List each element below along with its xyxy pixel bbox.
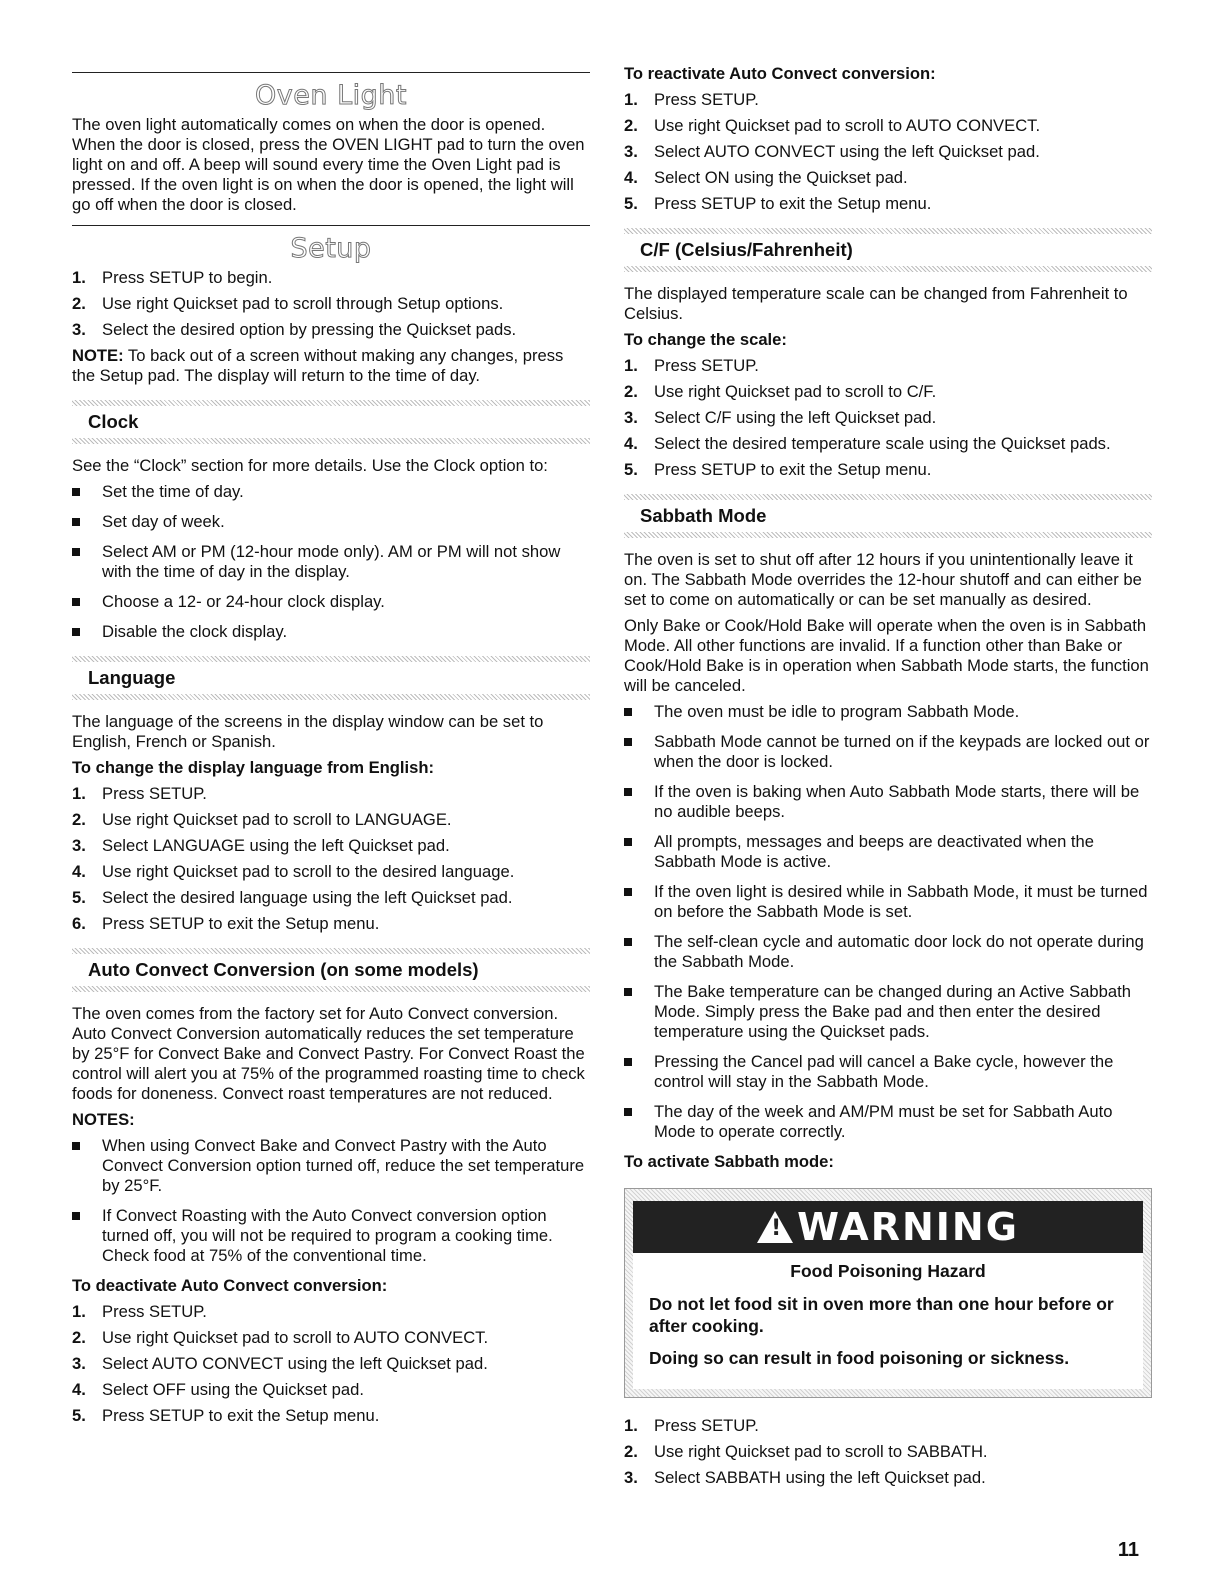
step-text: Use right Quickset pad to scroll to SABBATH. — [654, 1442, 988, 1461]
step-item — [72, 1302, 590, 1322]
step-text: Press SETUP. — [654, 90, 759, 109]
step-item — [624, 116, 1152, 136]
bullet-text: When using Convect Bake and Convect Pastry with the Auto Convect Conversion option turned off, reduce the set temperature by 25°F. — [102, 1136, 585, 1195]
bullet-item — [624, 982, 1152, 1042]
sabbath-paragraph-1: The oven is set to shut off after 12 hours if you unintentionally leave it on. The Sabbath Mode overrides the 12-hour shutoff and can either be set to come on automatically or can be set manually as desired. — [624, 550, 1142, 609]
setup-note — [72, 346, 590, 386]
bullet-text: Disable the clock display. — [102, 622, 288, 641]
step-number: 1. — [624, 1416, 638, 1435]
step-number: 5. — [624, 194, 638, 213]
step-item — [72, 268, 590, 288]
cf-intro: The displayed temperature scale can be changed from Fahrenheit to Celsius. — [624, 284, 1128, 323]
step-number: 3. — [72, 1354, 86, 1373]
clock-heading-band — [72, 400, 590, 444]
step-text: Select OFF using the Quickset pad. — [102, 1380, 364, 1399]
step-number: 4. — [72, 862, 86, 881]
step-text: Press SETUP to exit the Setup menu. — [102, 1406, 380, 1425]
bullet-square-icon — [72, 1136, 102, 1196]
oven-light-body: The oven light automatically comes on when the door is opened. When the door is closed, press the OVEN LIGHT pad to turn the oven light on and off. A beep will sound every time the Oven Light pad is pressed. If the oven light is on when the door is opened, the light will go off when the door is closed. — [72, 115, 585, 214]
step-number: 6. — [72, 914, 86, 933]
warning-banner — [633, 1201, 1143, 1253]
oven-light-title: Oven Light — [255, 80, 407, 111]
bullet-item — [72, 1206, 590, 1266]
step-item — [624, 460, 1152, 480]
divider — [72, 225, 590, 226]
step-item — [72, 1354, 590, 1374]
auto-convect-notes — [72, 1136, 590, 1266]
activate-heading: To activate Sabbath mode: — [624, 1152, 834, 1171]
step-item — [72, 836, 590, 856]
right-column — [624, 62, 1152, 1494]
clock-bullets — [72, 482, 590, 642]
bullet-item — [624, 782, 1152, 822]
bullet-text: Pressing the Cancel pad will cancel a Bake cycle, however the control will stay in the Sabbath Mode. — [654, 1052, 1114, 1091]
language-steps — [72, 784, 590, 934]
language-subhead: To change the display language from English: — [72, 758, 435, 777]
sabbath-bullets — [624, 702, 1152, 1142]
step-text: Press SETUP to exit the Setup menu. — [654, 460, 932, 479]
warning-triangle-icon — [757, 1211, 793, 1243]
bullet-square-icon — [72, 1206, 102, 1266]
bullet-text: All prompts, messages and beeps are deactivated when the Sabbath Mode is active. — [654, 832, 1094, 871]
step-number: 5. — [624, 460, 638, 479]
step-item — [624, 1416, 1152, 1436]
step-text: Press SETUP to exit the Setup menu. — [102, 914, 380, 933]
bullet-square-icon — [624, 782, 654, 822]
step-text: Press SETUP. — [102, 784, 207, 803]
step-item — [624, 382, 1152, 402]
reactivate-heading: To reactivate Auto Convect conversion: — [624, 64, 936, 83]
auto-convect-heading: Auto Convect Conversion (on some models) — [88, 959, 479, 980]
bullet-item — [624, 1102, 1152, 1142]
bullet-text: If the oven is baking when Auto Sabbath Mode starts, there will be no audible beeps. — [654, 782, 1140, 821]
bullet-square-icon — [624, 882, 654, 922]
bullet-item — [624, 702, 1152, 722]
bullet-text: If the oven light is desired while in Sabbath Mode, it must be turned on before the Sabbath Mode is set. — [654, 882, 1148, 921]
step-text: Press SETUP to exit the Setup menu. — [654, 194, 932, 213]
cf-subhead: To change the scale: — [624, 330, 787, 349]
reactivate-steps — [624, 90, 1152, 214]
step-item — [624, 90, 1152, 110]
warning-body — [633, 1253, 1143, 1389]
step-text: Press SETUP. — [654, 1416, 759, 1435]
step-number: 4. — [624, 168, 638, 187]
step-text: Use right Quickset pad to scroll to LANGUAGE. — [102, 810, 452, 829]
step-text: Select the desired option by pressing the Quickset pads. — [102, 320, 517, 339]
auto-convect-heading-band — [72, 948, 590, 992]
auto-convect-intro: The oven comes from the factory set for Auto Convect conversion. Auto Convect Conversion automatically reduces the set temperature by 25°F for Convect Bake and Convect Pastry. For Convect Roast the control will alert you at 75% of the programmed roasting time to check foods for doneness. Convect roast temperatures are not reduced. — [72, 1004, 585, 1103]
step-item — [624, 194, 1152, 214]
bullet-item — [624, 882, 1152, 922]
step-item — [72, 888, 590, 908]
step-number: 1. — [72, 268, 86, 287]
step-number: 2. — [72, 810, 86, 829]
step-number: 1. — [72, 784, 86, 803]
step-number: 3. — [72, 836, 86, 855]
bullet-square-icon — [624, 932, 654, 972]
step-item — [72, 810, 590, 830]
bullet-text: The self-clean cycle and automatic door lock do not operate during the Sabbath Mode. — [654, 932, 1144, 971]
step-number: 2. — [624, 116, 638, 135]
step-number: 5. — [72, 1406, 86, 1425]
clock-intro: See the “Clock” section for more details. Use the Clock option to: — [72, 456, 548, 475]
bullet-item — [72, 512, 590, 532]
step-number: 3. — [624, 1468, 638, 1487]
step-number: 1. — [624, 356, 638, 375]
step-item — [72, 1406, 590, 1426]
bullet-square-icon — [72, 482, 102, 502]
step-text: Use right Quickset pad to scroll to AUTO CONVECT. — [102, 1328, 489, 1347]
page-number: 11 — [1117, 1539, 1139, 1561]
bullet-item — [624, 932, 1152, 972]
step-item — [624, 356, 1152, 376]
step-item — [72, 784, 590, 804]
cf-heading: C/F (Celsius/Fahrenheit) — [640, 239, 853, 260]
bullet-text: The Bake temperature can be changed during an Active Sabbath Mode. Simply press the Bake pad and then enter the desired temperature using the Quickset pads. — [654, 982, 1131, 1041]
bullet-square-icon — [624, 1102, 654, 1142]
step-text: Use right Quickset pad to scroll to C/F. — [654, 382, 937, 401]
step-number: 3. — [624, 408, 638, 427]
cf-steps — [624, 356, 1152, 480]
step-item — [624, 408, 1152, 428]
step-item — [72, 1328, 590, 1348]
note-label: NOTE: — [72, 346, 124, 365]
warning-line-2: Doing so can result in food poisoning or sickness. — [649, 1348, 1070, 1368]
step-number: 2. — [624, 1442, 638, 1461]
warning-box — [624, 1188, 1152, 1398]
bullet-text: Select AM or PM (12-hour mode only). AM or PM will not show with the time of day in the display. — [102, 542, 561, 581]
step-item — [72, 914, 590, 934]
bullet-square-icon — [72, 512, 102, 532]
setup-title: Setup — [290, 233, 372, 264]
step-number: 1. — [72, 1302, 86, 1321]
step-item — [72, 294, 590, 314]
step-text: Use right Quickset pad to scroll to the desired language. — [102, 862, 515, 881]
bullet-square-icon — [624, 732, 654, 772]
step-text: Press SETUP. — [102, 1302, 207, 1321]
bullet-item — [72, 482, 590, 502]
bullet-text: The oven must be idle to program Sabbath Mode. — [654, 702, 1020, 721]
warning-line-1: Do not let food sit in oven more than one hour before or after cooking. — [649, 1294, 1114, 1336]
bullet-item — [72, 542, 590, 582]
bullet-square-icon — [72, 622, 102, 642]
bullet-square-icon — [624, 832, 654, 872]
bullet-text: Sabbath Mode cannot be turned on if the keypads are locked out or when the door is locked. — [654, 732, 1150, 771]
language-heading: Language — [88, 667, 176, 688]
language-heading-band — [72, 656, 590, 700]
cf-heading-band — [624, 228, 1152, 272]
step-number: 2. — [72, 1328, 86, 1347]
bullet-text: Set day of week. — [102, 512, 225, 531]
step-text: Use right Quickset pad to scroll through Setup options. — [102, 294, 504, 313]
step-text: Select C/F using the left Quickset pad. — [654, 408, 937, 427]
deactivate-steps — [72, 1302, 590, 1426]
step-item — [624, 142, 1152, 162]
bullet-text: Set the time of day. — [102, 482, 244, 501]
step-text: Select the desired temperature scale using the Quickset pads. — [654, 434, 1111, 453]
step-number: 2. — [72, 294, 86, 313]
note-text: To back out of a screen without making any changes, press the Setup pad. The display will return to the time of day. — [72, 346, 564, 385]
step-number: 2. — [624, 382, 638, 401]
sabbath-paragraph-2: Only Bake or Cook/Hold Bake will operate when the oven is in Sabbath Mode. All other functions are invalid. If a function other than Bake or Cook/Hold Bake is in operation when Sabbath Mode starts, the function will be canceled. — [624, 616, 1149, 695]
sabbath-heading: Sabbath Mode — [640, 505, 767, 526]
bullet-item — [624, 832, 1152, 872]
step-number: 4. — [72, 1380, 86, 1399]
bullet-item — [624, 1052, 1152, 1092]
bullet-square-icon — [624, 702, 654, 722]
sabbath-steps — [624, 1416, 1152, 1488]
bullet-square-icon — [72, 542, 102, 582]
bullet-square-icon — [624, 1052, 654, 1092]
step-text: Press SETUP. — [654, 356, 759, 375]
step-item — [624, 1468, 1152, 1488]
setup-steps — [72, 268, 590, 340]
step-item — [72, 1380, 590, 1400]
step-text: Select AUTO CONVECT using the left Quickset pad. — [654, 142, 1040, 161]
bullet-item — [72, 622, 590, 642]
language-intro: The language of the screens in the display window can be set to English, French or Spanish. — [72, 712, 544, 751]
divider — [72, 72, 590, 73]
left-column — [72, 62, 590, 1432]
step-item — [72, 862, 590, 882]
step-item — [72, 320, 590, 340]
step-number: 3. — [624, 142, 638, 161]
bullet-item — [624, 732, 1152, 772]
step-text: Select the desired language using the left Quickset pad. — [102, 888, 513, 907]
step-item — [624, 434, 1152, 454]
step-text: Select ON using the Quickset pad. — [654, 168, 908, 187]
step-item — [624, 1442, 1152, 1462]
bullet-square-icon — [72, 592, 102, 612]
sabbath-heading-band — [624, 494, 1152, 538]
bullet-text: Choose a 12- or 24-hour clock display. — [102, 592, 385, 611]
bullet-square-icon — [624, 982, 654, 1042]
step-text: Press SETUP to begin. — [102, 268, 273, 287]
notes-label: NOTES: — [72, 1110, 135, 1129]
step-text: Select SABBATH using the left Quickset pad. — [654, 1468, 986, 1487]
warning-hazard: Food Poisoning Hazard — [790, 1261, 986, 1281]
step-text: Select LANGUAGE using the left Quickset pad. — [102, 836, 450, 855]
step-number: 1. — [624, 90, 638, 109]
step-number: 5. — [72, 888, 86, 907]
step-text: Use right Quickset pad to scroll to AUTO CONVECT. — [654, 116, 1041, 135]
step-number: 4. — [624, 434, 638, 453]
step-number: 3. — [72, 320, 86, 339]
warning-banner-text: WARNING — [797, 1205, 1019, 1249]
step-text: Select AUTO CONVECT using the left Quickset pad. — [102, 1354, 488, 1373]
bullet-text: The day of the week and AM/PM must be set for Sabbath Auto Mode to operate correctly. — [654, 1102, 1113, 1141]
clock-heading: Clock — [88, 411, 139, 432]
bullet-item — [72, 1136, 590, 1196]
step-item — [624, 168, 1152, 188]
bullet-item — [72, 592, 590, 612]
deactivate-heading: To deactivate Auto Convect conversion: — [72, 1276, 388, 1295]
bullet-text: If Convect Roasting with the Auto Convect conversion option turned off, you will not be required to program a cooking time. Check food at 75% of the conventional time. — [102, 1206, 553, 1265]
